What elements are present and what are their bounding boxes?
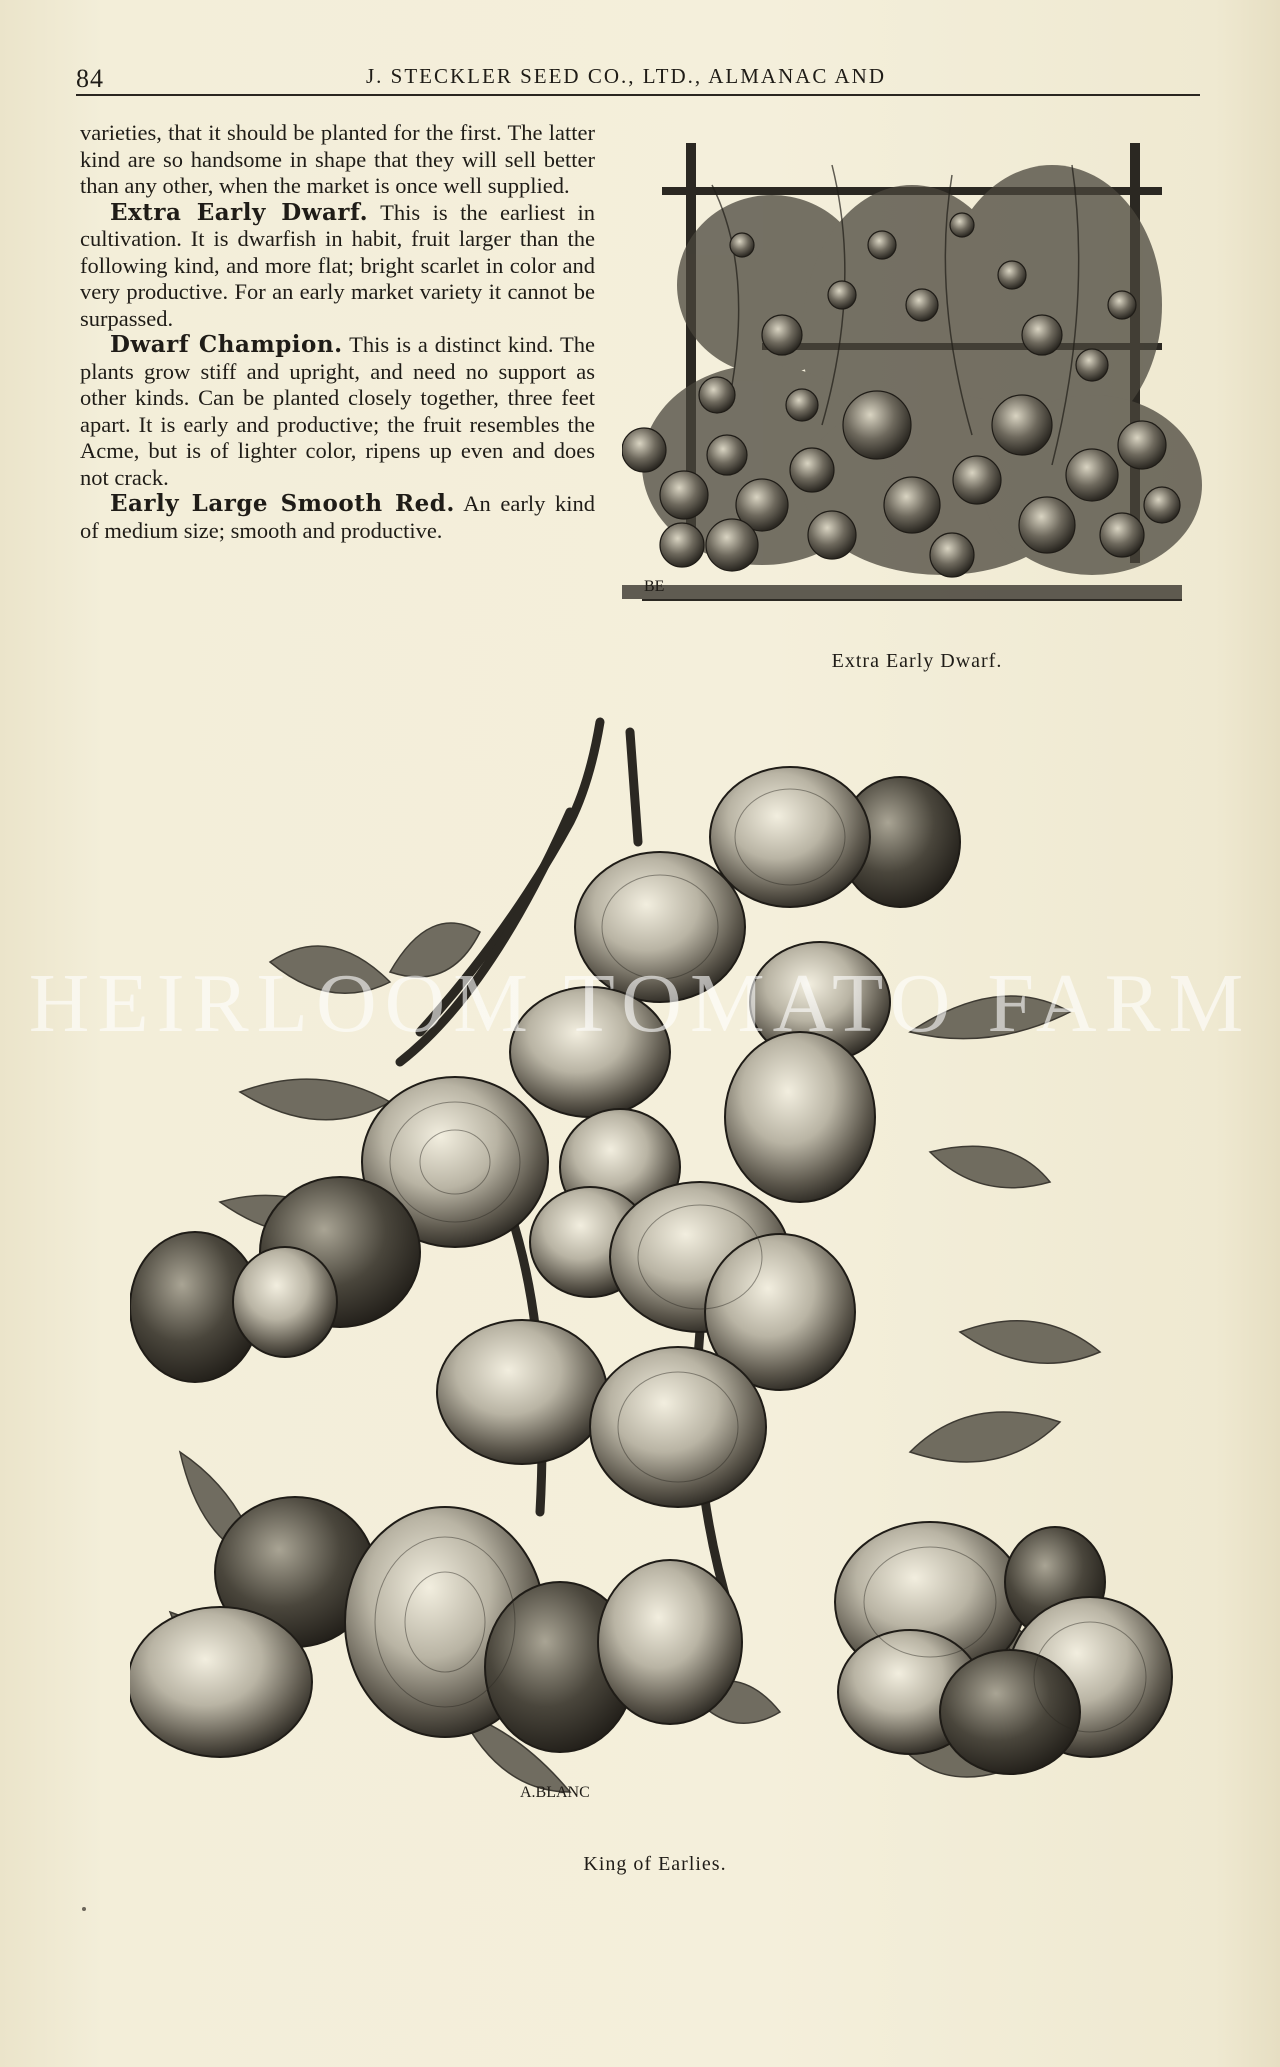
paper-speck — [82, 1907, 86, 1911]
watermark-text: HEIRLOOM TOMATO FARM — [28, 957, 1252, 1050]
page-number: 84 — [76, 64, 104, 93]
entry-early-large-smooth-red — [80, 491, 595, 544]
figure-caption-small: Extra Early Dwarf. — [831, 650, 1003, 672]
entry-extra-early-dwarf — [80, 200, 595, 333]
entry-text: An early kind of medium size; smooth and productive. — [80, 491, 595, 543]
extra-early-dwarf-illustration — [622, 125, 1210, 625]
entry-text: This is the earliest in cultivation. It is dwarfish in habit, fruit larger than the following kind, and more flat; bright scarlet in color and very productive. For an early market variety it cannot be surpassed. — [80, 199, 595, 331]
page-header — [76, 58, 1200, 98]
text-column — [80, 120, 595, 544]
entry-dwarf-champion — [80, 332, 595, 491]
king-of-earlies-illustration — [130, 712, 1180, 1834]
entry-title: Early Large Smooth Red. — [110, 490, 455, 517]
figure-caption-large: King of Earlies. — [583, 1853, 727, 1875]
engraver-mark-large: A.BLANC — [520, 1784, 590, 1801]
header-rule — [76, 94, 1200, 96]
running-head: J. STECKLER SEED CO., LTD., ALMANAC AND — [366, 64, 887, 88]
engraver-mark-small: BE — [644, 578, 665, 595]
entry-title: Extra Early Dwarf. — [110, 198, 369, 226]
tomato-cluster-engraving — [130, 712, 1180, 1834]
trellis-engraving — [622, 125, 1210, 625]
entry-text: This is a distinct kind. The plants grow stiff and upright, and need no support as other kinds. Can be planted closely together, three feet apart. It is early and productive; the fruit resembles the Acme, but is of lighter color, ripens up even and does not crack. — [80, 332, 595, 490]
entry-title: Dwarf Champion. — [110, 331, 343, 358]
intro-paragraph: varieties, that it should be planted for the first. The latter kind are so handsome in shape that they will sell better than any other, when the market is once well supplied. — [80, 120, 595, 198]
